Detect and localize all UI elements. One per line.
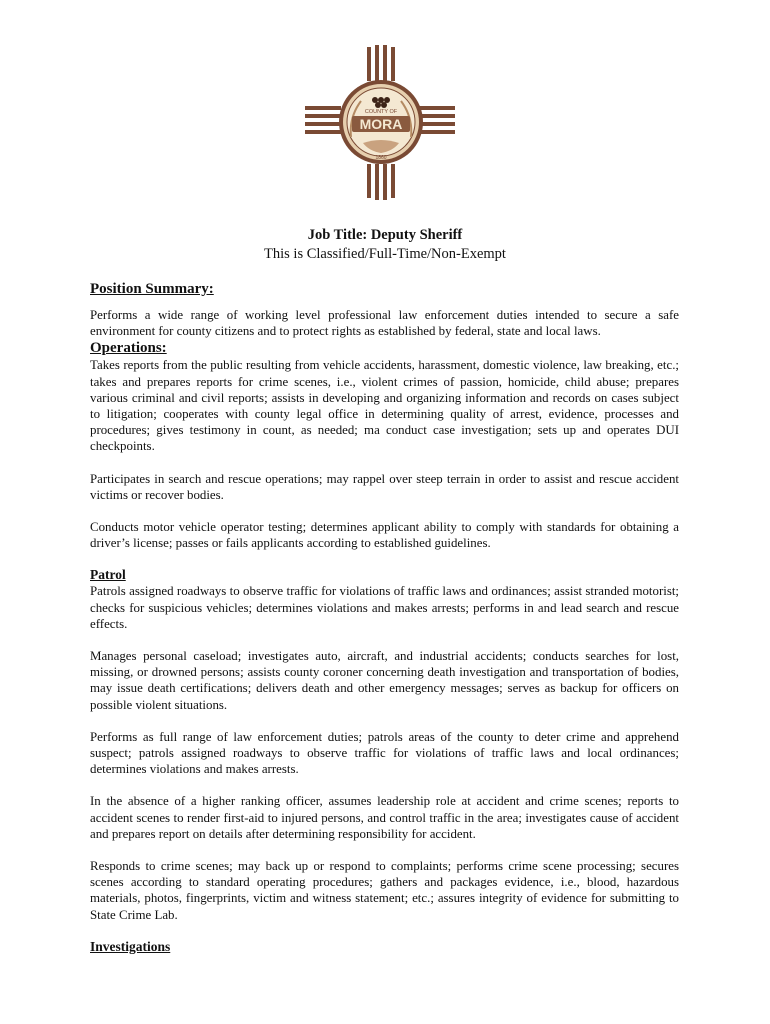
job-title: Job Title: Deputy Sheriff	[307, 227, 463, 243]
seal-county-text: COUNTY OF	[364, 109, 398, 115]
operations-heading: Operations:	[90, 340, 167, 357]
position-summary-heading: Position Summary:	[90, 281, 214, 297]
position-summary-text: Performs a wide range of working level professional law enforcement duties intended to secure a safe environment for county citizens and to protect rights as established by federal, state and local laws.	[90, 308, 679, 339]
patrol-paragraph: Patrols assigned roadways to observe traffic for violations of traffic laws and ordinances; assist stranded motorist; checks for suspicious vehicles; determines violations and makes arrests; performs in and lead search and rescue effects.	[90, 584, 679, 631]
patrol-paragraph: Performs as full range of law enforcement duties; patrols areas of the county to deter crime and apprehend suspect; patrols assigned roadways to observe traffic for violations of traffic laws and local ordinances; determines violations and makes arrests.	[90, 729, 679, 777]
operations-paragraph: Takes reports from the public resulting from vehicle accidents, harassment, domestic violence, law breaking, etc.; takes and prepares reports for crime scenes, i.e., violent crimes of passion, homicide, child abuse; prepares various criminal and civil reports; assists in developing and organizing information and records on cases subject to litigation; cooperates with county legal office in determining quality of arrest, evidence, processes and procedures; gives testimony in count, as needed; ma conduct case investigation; sets up and operates DUI checkpoints.	[90, 358, 679, 454]
patrol-paragraph: Manages personal caseload; investigates auto, aircraft, and industrial accidents; conducts searches for lost, missing, or drowned persons; assists county coroner concerning death investigation and transportation of bodies, may issue death certifications; delivers death and other emergency messages; serves as backup for officers on possible violent situations.	[90, 649, 679, 712]
patrol-paragraph: Responds to crime scenes; may back up or respond to complaints; performs crime scene processing; secures scenes according to standard operating procedures; gathers and packages evidence, i.e., blood, hazardous materials, photos, fingerprints, victim and witness statement; etc.; assures integrity of evidence for submitting to State Crime Lab.	[90, 859, 679, 922]
mora-county-seal	[305, 45, 455, 200]
operations-paragraph: Conducts motor vehicle operator testing; determines applicant ability to comply with standards for obtaining a driver’s license; passes or fails applicants according to established guidelines.	[90, 520, 679, 551]
title-block	[0, 226, 770, 263]
seal-name-text: MORA	[359, 116, 403, 132]
patrol-heading: Patrol	[90, 567, 126, 583]
seal-year-text: 1860	[375, 155, 387, 161]
investigations-heading: Investigations	[90, 938, 171, 954]
document-body	[90, 280, 679, 955]
operations-paragraph: Participates in search and rescue operations; may rappel over steep terrain in order to assist and rescue accident victims or recover bodies.	[90, 471, 679, 502]
county-seal-logo	[305, 45, 455, 200]
job-classification: This is Classified/Full-Time/Non-Exempt	[264, 246, 506, 262]
patrol-paragraph: In the absence of a higher ranking officer, assumes leadership role at accident and crime scenes; reports to accident scenes to render first-aid to injured persons, and control traffic in the area; investigates cause of accident and prepares report on details after determining responsibility for accident.	[90, 794, 679, 841]
